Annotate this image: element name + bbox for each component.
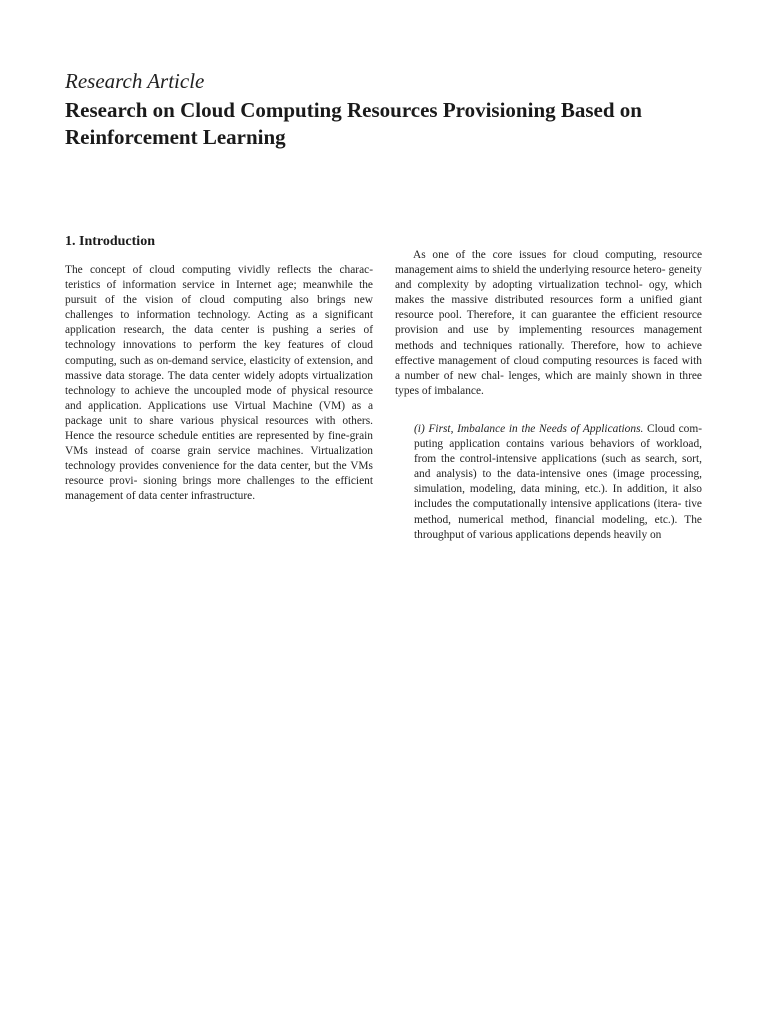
imbalance-item-lead: (i) First, Imbalance in the Needs of Applications. <box>414 423 644 435</box>
imbalance-item-body: Cloud com- puting application contains various behaviors of workload, from the control-intensive applications (such as search, sort, and analysis) to the data-intensive ones (image processing, simulation, modeling, data mining, etc.). In addition, it also includes the computationally intensive applications (itera- tive method, numerical method, financial modeling, etc.). The throughput of various applications depends heavily on <box>414 423 702 541</box>
article-type-label: Research Article <box>65 69 205 93</box>
section-heading: 1. Introduction <box>65 234 155 249</box>
intro-paragraph-left: The concept of cloud computing vividly reflects the charac- teristics of information service in Internet age; meanwhile the pursuit of the vision of cloud computing also brings new challenges to information technology. Acting as a significant application research, the data center is pushing a series of technology innovations to perform the key features of cloud computing, such as on-demand service, elasticity of extension, and massive data storage. The data center widely adopts virtualization technology to achieve the uncoupled mode of physical resource and application. Applications use Virtual Machine (VM) as a package unit to share various physical resources with others. Hence the resource schedule entities are represented by fine-grain VMs instead of coarse grain service machines. Virtualization technology provides convenience for the data center, but the VMs resource provi- sioning brings more challenges to the efficient management of data center infrastructure. <box>65 264 373 503</box>
article-title: Research on Cloud Computing Resources Provisioning Based on Reinforcement Learning <box>65 98 642 149</box>
intro-paragraph-right: As one of the core issues for cloud computing, resource management aims to shield the underlying resource hetero- geneity and complexity by adopting virtualization technol- ogy, which makes the massive distributed resources form a unified giant resource pool. Therefore, it can guarantee the efficient resource provision and use by implementing resources management methods and techniques rationally. Therefore, how to achieve effective management of cloud computing resources is faced with a number of new chal- lenges, which are mainly shown in three types of imbalance. <box>395 249 702 397</box>
imbalance-item-paragraph <box>414 422 702 543</box>
